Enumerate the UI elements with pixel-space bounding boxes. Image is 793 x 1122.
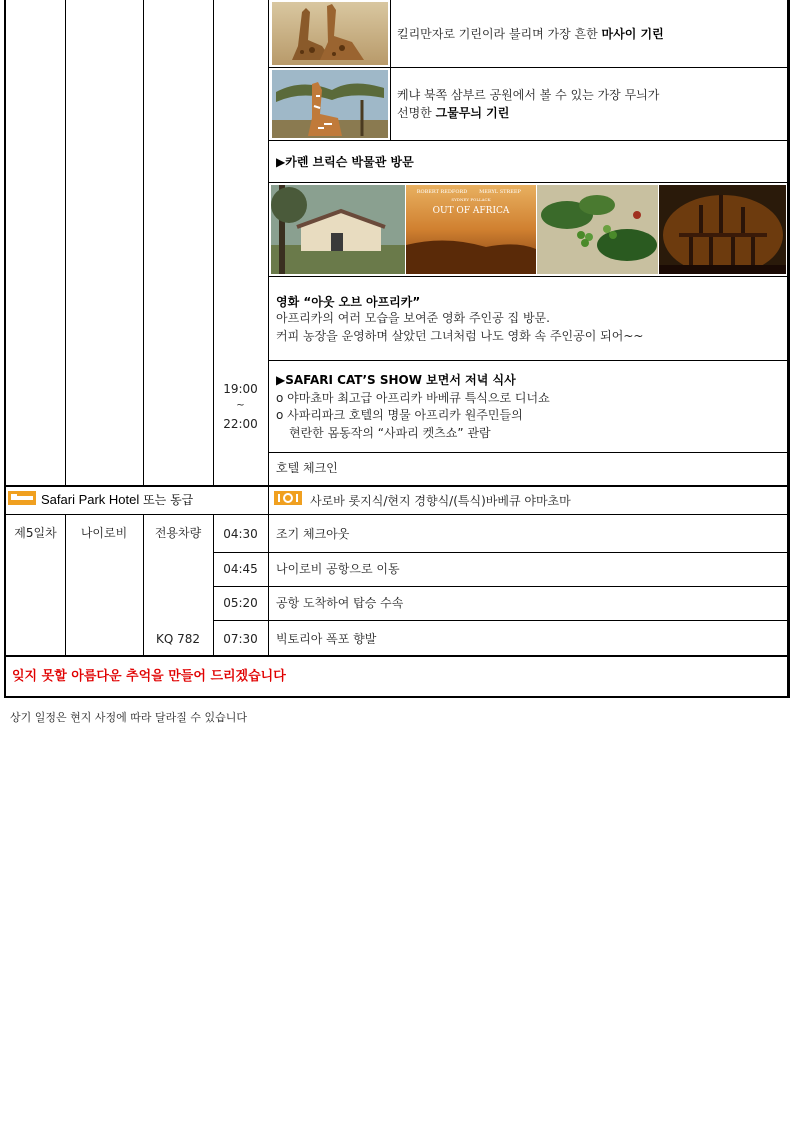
- reticulated-giraffe-photo: [272, 70, 388, 138]
- dinner-heading: ▶SAFARI CAT’S SHOW 보면서 저녁 식사: [276, 373, 516, 387]
- row-line: [268, 360, 788, 361]
- acrobat-show-photo: [659, 185, 786, 274]
- poster-cast-right: MERYL STREEP: [479, 189, 521, 195]
- img-col-line: [390, 0, 391, 140]
- day5-transport-car: 전용차량: [154, 526, 202, 540]
- table-left-border: [4, 0, 6, 698]
- day5-time: 05:20: [223, 596, 258, 610]
- col-line-1: [65, 0, 66, 486]
- meal-icon: [274, 491, 302, 505]
- hotel-checkin: 호텔 체크인: [276, 461, 338, 475]
- table-bottom-border: [4, 696, 790, 698]
- col-line-4: [268, 0, 269, 486]
- bed-icon: [8, 491, 36, 505]
- day5-time: 04:45: [223, 562, 258, 576]
- day5-transport-flight: KQ 782: [155, 632, 201, 646]
- hotel-divider: [268, 486, 269, 514]
- day5-activity: 공항 도착하여 탑승 수속: [276, 596, 404, 610]
- dinner-time-start: 19:00: [223, 382, 258, 396]
- poster-cast-left: ROBERT REDFORD: [416, 189, 468, 195]
- row-line: [213, 586, 788, 587]
- day5-activity: 빅토리아 폭포 향발: [276, 632, 377, 646]
- movie-line2: 커피 농장을 운영하며 살았던 그녀처럼 나도 영화 속 주인공이 되어~~: [276, 329, 644, 343]
- karen-house-photo: [271, 185, 405, 274]
- hotel-meal: 사로바 롯지식/현지 경향식/(특식)바베큐 야마초마: [310, 494, 571, 508]
- movie-line1: 아프리카의 여러 모습을 보여준 영화 주인공 집 방문.: [276, 311, 550, 325]
- hotel-name: Safari Park Hotel 또는 동급: [41, 492, 194, 507]
- movie-title: 영화 “아웃 오브 아프리카”: [276, 295, 421, 309]
- poster-title: OUT OF AFRICA: [432, 206, 510, 216]
- masai-giraffe-text: 킬리만자로 기린이라 불리며 가장 흔한 마사이 기린: [397, 27, 664, 41]
- day5-city: 나이로비: [80, 526, 128, 540]
- dinner-time-end: 22:00: [223, 417, 258, 431]
- poster-director: SYDNEY POLLACK: [451, 197, 491, 202]
- row-line: [4, 514, 790, 515]
- dinner-time-sep: ~: [236, 400, 245, 411]
- row-line: [268, 276, 788, 277]
- dinner-line1: o 야마쵸마 최고급 아프리카 바베큐 특식으로 디너쇼: [276, 391, 550, 405]
- closing-message: 잊지 못할 아름다운 추억을 만들어 드리겠습니다: [12, 669, 286, 684]
- day5-time: 07:30: [223, 632, 258, 646]
- row-line: [268, 182, 788, 183]
- row-line: [268, 452, 788, 453]
- dinner-line2: o 사파리파크 호텔의 명물 아프리카 원주민들의: [276, 408, 523, 422]
- reticulated-giraffe-text-line2: 선명한 그물무늬 기린: [397, 106, 510, 120]
- reticulated-giraffe-text-line1: 케냐 북쪽 삼부르 공원에서 볼 수 있는 가장 무늬가: [397, 88, 660, 102]
- day5-activity: 나이로비 공항으로 이동: [276, 562, 400, 576]
- row-line-thick: [4, 655, 790, 657]
- row-line: [268, 140, 788, 141]
- footnote: 상기 일정은 현지 사정에 따라 달라질 수 있습니다: [10, 711, 247, 724]
- karen-blixen-heading: ▶카렌 브릭슨 박물관 방문: [276, 155, 414, 169]
- row-line: [213, 552, 788, 553]
- row-line: [268, 67, 788, 68]
- day5-time: 04:30: [223, 527, 258, 541]
- out-of-africa-poster: [406, 185, 536, 274]
- table-right-border: [787, 0, 790, 698]
- col-line-2: [143, 0, 144, 486]
- row-line: [213, 620, 788, 621]
- masai-giraffe-photo: [272, 2, 388, 65]
- coffee-plant-photo: [537, 185, 658, 274]
- day5-label: 제5일차: [14, 526, 57, 540]
- dinner-line3: 현란한 몸동작의 “사파리 켓츠쇼” 관람: [289, 426, 491, 440]
- day5-activity: 조기 체크아웃: [276, 527, 350, 541]
- row-line-thick: [4, 485, 790, 487]
